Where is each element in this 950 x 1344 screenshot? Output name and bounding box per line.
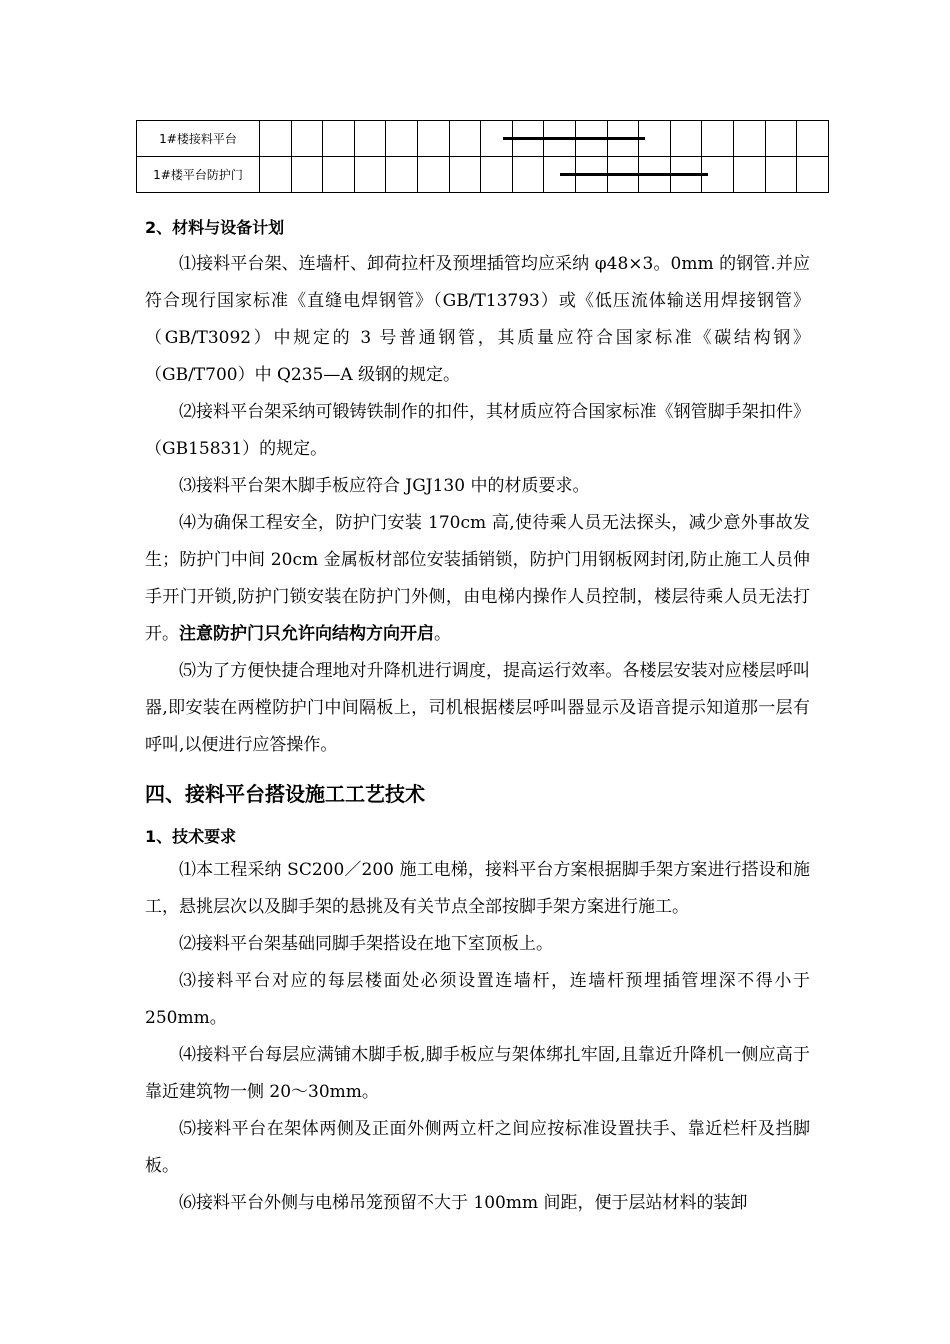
row-label: 1#楼接料平台 xyxy=(137,121,260,157)
table-cell xyxy=(765,157,797,193)
table-cell xyxy=(260,121,292,157)
table-cell xyxy=(670,121,702,157)
table-cell xyxy=(733,157,765,193)
schedule-bar xyxy=(560,173,708,176)
paragraph: ⑸为了方便快捷合理地对升降机进行调度，提高运行效率。各楼层安装对应楼层呼叫器,即安装在两樘防护门中间隔板上，司机根据楼层呼叫器显示及语音提示知道那一层有呼叫,以便进行应答操作。 xyxy=(145,661,810,755)
paragraph-text: 。 xyxy=(434,624,451,644)
table-cell xyxy=(386,157,418,193)
section2-body xyxy=(145,246,810,764)
table-cell xyxy=(797,157,829,193)
paragraph: ⑴本工程采纳 SC200／200 施工电梯，接料平台方案根据脚手架方案进行搭设和施工，悬挑层次以及脚手架的悬挑及有关节点全部按脚手架方案进行施工。 xyxy=(145,860,810,917)
table-cell xyxy=(449,157,481,193)
section4-body xyxy=(145,852,810,1222)
row-label: 1#楼平台防护门 xyxy=(137,157,260,193)
table-row xyxy=(137,121,829,157)
paragraph: ⑵接料平台架采纳可锻铸铁制作的扣件，其材质应符合国家标准《钢管脚手架扣件》（GB15831）的规定。 xyxy=(145,402,810,459)
emphasis-text: 注意防护门只允许向结构方向开启 xyxy=(179,624,434,644)
table-cell xyxy=(797,121,829,157)
paragraph: ⑹接料平台外侧与电梯吊笼预留不大于 100mm 间距，便于层站材料的装卸 xyxy=(179,1193,748,1213)
table-cell xyxy=(417,157,449,193)
table-cell xyxy=(512,157,544,193)
paragraph: ⑶接料平台架木脚手板应符合 JGJ130 中的材质要求。 xyxy=(179,476,590,496)
table-cell xyxy=(449,121,481,157)
table-cell xyxy=(765,121,797,157)
table-cell xyxy=(291,157,323,193)
table-row xyxy=(137,157,829,193)
table-cell xyxy=(323,157,355,193)
table-cell xyxy=(481,157,513,193)
table-cell xyxy=(354,121,386,157)
table-cell xyxy=(260,157,292,193)
table-cell xyxy=(733,121,765,157)
table-cell xyxy=(386,121,418,157)
paragraph: ⑵接料平台架基础同脚手架搭设在地下室顶板上。 xyxy=(179,934,553,954)
table-cell xyxy=(702,121,734,157)
schedule-table xyxy=(136,120,829,193)
table-cell xyxy=(354,157,386,193)
paragraph: ⑷接料平台每层应满铺木脚手板,脚手板应与架体绑扎牢固,且靠近升降机一侧应高于靠近建筑物一侧 20～30mm。 xyxy=(145,1045,810,1102)
paragraph xyxy=(145,505,810,653)
paragraph: ⑴接料平台架、连墙杆、卸荷拉杆及预埋插管均应采纳 φ48×3。0mm 的钢管.并应符合现行国家标准《直缝电焊钢管》（GB/T13793）或《低压流体输送用焊接钢管》（GB/T3092）中规定的 3 号普通钢管，其质量应符合国家标准《碳结构钢》（GB/T700）中 Q235—A 级钢的规定。 xyxy=(145,254,810,385)
paragraph-text: ⑷为确保工程安全，防护门安装 170cm 高,使待乘人员无法探头，减少意外事故发生；防护门中间 20cm 金属板材部位安装插销锁，防护门用钢板网封闭,防止施工人员伸手开门开锁,防护门锁安装在防护门外侧，由电梯内操作人员控制，楼层待乘人员无法打开。 xyxy=(145,513,810,644)
table-cell xyxy=(323,121,355,157)
paragraph: ⑶接料平台对应的每层楼面处必须设置连墙杆，连墙杆预埋插管埋深不得小于 250mm。 xyxy=(145,971,810,1028)
schedule-bar xyxy=(503,137,645,140)
section-title: 四、接料平台搭设施工工艺技术 xyxy=(145,782,425,806)
paragraph: ⑸接料平台在架体两侧及正面外侧两立杆之间应按标准设置扶手、靠近栏杆及挡脚板。 xyxy=(145,1119,810,1176)
section-heading: 1、技术要求 xyxy=(145,827,237,846)
section-heading: 2、材料与设备计划 xyxy=(145,218,285,237)
table-cell xyxy=(291,121,323,157)
table-cell xyxy=(417,121,449,157)
